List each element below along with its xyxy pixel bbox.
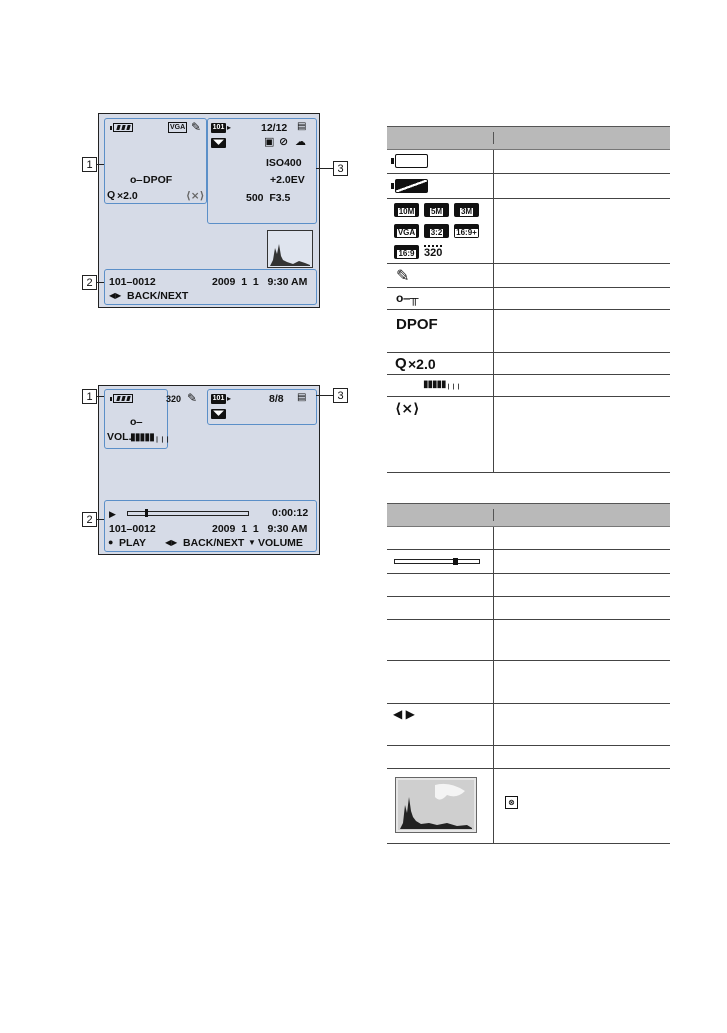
callout-1-still-leader — [97, 164, 104, 165]
image-size-3-2-icon: 3:2 — [424, 224, 449, 238]
histogram — [267, 230, 313, 268]
histogram-icon — [395, 777, 477, 833]
play-button-icon: ● — [108, 537, 114, 547]
table-header — [387, 504, 670, 527]
file-number: 101–0012 — [109, 523, 156, 535]
dpof-indicator: DPOF — [143, 174, 173, 186]
image-count: 8/8 — [269, 393, 284, 405]
image-size-vga-icon: VGA — [394, 224, 419, 238]
playback-position-icon — [453, 558, 458, 565]
volume-arrow-icon: ▼ — [248, 538, 256, 547]
flash-off-icon: ⊘ — [279, 136, 289, 148]
iso-value: ISO400 — [266, 157, 302, 169]
image-size-10m-icon: 10M — [394, 203, 419, 217]
nav-arrows-icon: ◀▶ — [109, 291, 122, 300]
recording-folder-icon: ◥◤ — [211, 138, 226, 148]
magnify-icon: Q — [395, 355, 407, 372]
image-size-3m-icon: 3M — [454, 203, 479, 217]
image-size-16-9-plus-icon: 16:9+ — [454, 224, 479, 238]
table-row — [387, 375, 670, 397]
volume-level-icon: ▮▮▮▮▮╷╷╷ — [423, 379, 461, 390]
table-row — [387, 704, 670, 746]
table-row — [387, 310, 670, 353]
table-row — [387, 150, 670, 174]
protect-notice-icon: ✎ — [191, 120, 202, 134]
recording-datetime: 2009 1 1 9:30 AM — [212, 276, 308, 288]
protect-notice-icon: ✎ — [187, 391, 198, 405]
volume-level-icon: ▮▮▮▮▮╷╷╷ — [130, 431, 170, 443]
battery-icon — [113, 394, 133, 403]
table-row — [387, 397, 670, 473]
movie-playback-screen — [98, 385, 320, 555]
protect-key-icon: o‒ — [130, 174, 143, 186]
nav-arrows-icon: ◀▶ — [165, 538, 178, 547]
display-table-1 — [387, 126, 670, 473]
callout-3-movie-leader — [316, 395, 333, 396]
still-playback-screen — [98, 113, 320, 308]
movie-size-320-icon: 320 — [424, 247, 443, 259]
table-header — [387, 127, 670, 150]
table-row — [387, 620, 670, 661]
table-row — [387, 597, 670, 620]
battery-icon — [113, 123, 133, 132]
folder-arrow-icon: ▸ — [227, 394, 232, 403]
protect-notice-icon: ✎ — [396, 268, 410, 285]
callout-1-still: 1 — [82, 157, 97, 172]
callout-2-still: 2 — [82, 275, 97, 290]
callout-3-movie: 3 — [333, 388, 348, 403]
zoom-scale: ×2.0 — [117, 190, 138, 202]
recording-datetime: 2009 1 1 9:30 AM — [212, 523, 308, 535]
battery-empty-icon — [395, 179, 428, 193]
callout-3-still: 3 — [333, 161, 348, 176]
display-table-2 — [387, 503, 670, 844]
table-row — [387, 550, 670, 574]
exposure-value: +2.0EV — [270, 174, 305, 186]
play-label: PLAY — [119, 537, 147, 549]
volume-label: VOL. — [107, 431, 132, 443]
protect-key-icon: o‒ — [130, 416, 143, 428]
folder-arrow-icon: ▸ — [227, 123, 232, 132]
callout-1-movie-leader — [97, 396, 104, 397]
table-row — [387, 288, 670, 310]
nav-label: BACK/NEXT — [183, 537, 245, 549]
shutter-aperture: 500 F3.5 — [246, 192, 291, 204]
dpof-icon: DPOF — [396, 316, 438, 333]
table-row — [387, 769, 670, 844]
callout-2-still-leader — [97, 282, 104, 283]
callout-1-movie: 1 — [82, 389, 97, 404]
metering-icon: ▣ — [264, 136, 275, 148]
no-printer-connection-icon: ⟨⨯⟩ — [395, 400, 420, 416]
folder-icon: 101 — [212, 124, 225, 131]
nav-arrows-icon: ◀ ▶ — [393, 707, 415, 721]
image-size-5m-icon: 5M — [424, 203, 449, 217]
white-balance-icon: ☁ — [295, 136, 306, 148]
table-row — [387, 574, 670, 597]
zoom-scale: ×2.0 — [408, 356, 436, 372]
callout-2-movie-leader — [97, 519, 104, 520]
table-row — [387, 746, 670, 769]
protect-key-icon: o‒╥ — [396, 291, 419, 305]
movie-size-indicator: 320 — [166, 394, 182, 404]
no-printer-icon: ⟨⨯⟩ — [186, 190, 205, 202]
file-number: 101–0012 — [109, 276, 156, 288]
magnify-icon: Q — [107, 189, 116, 201]
playback-time: 0:00:12 — [272, 507, 309, 519]
media-icon: ▤ — [297, 392, 307, 403]
play-icon: ▶ — [109, 509, 116, 519]
table-row — [387, 527, 670, 550]
nav-label: BACK/NEXT — [127, 290, 189, 302]
image-size-indicator: VGA — [170, 124, 186, 131]
playback-position — [145, 509, 148, 517]
callout-3-still-leader — [316, 168, 333, 169]
image-size-16-9-icon: 16:9 — [394, 245, 419, 259]
callout-2-movie: 2 — [82, 512, 97, 527]
recording-folder-icon: ◥◤ — [211, 409, 226, 419]
image-count: 12/12 — [261, 122, 288, 134]
table-row — [387, 174, 670, 199]
table-row — [387, 353, 670, 375]
table-row — [387, 661, 670, 704]
media-icon: ▤ — [297, 121, 307, 132]
focus-frame-icon: ⊗ — [505, 796, 518, 809]
playback-bar-icon — [394, 559, 480, 564]
battery-full-icon — [395, 154, 428, 168]
table-row — [387, 199, 670, 264]
table-row — [387, 264, 670, 288]
folder-icon: 101 — [212, 395, 225, 402]
volume-control-label: VOLUME — [258, 537, 303, 549]
